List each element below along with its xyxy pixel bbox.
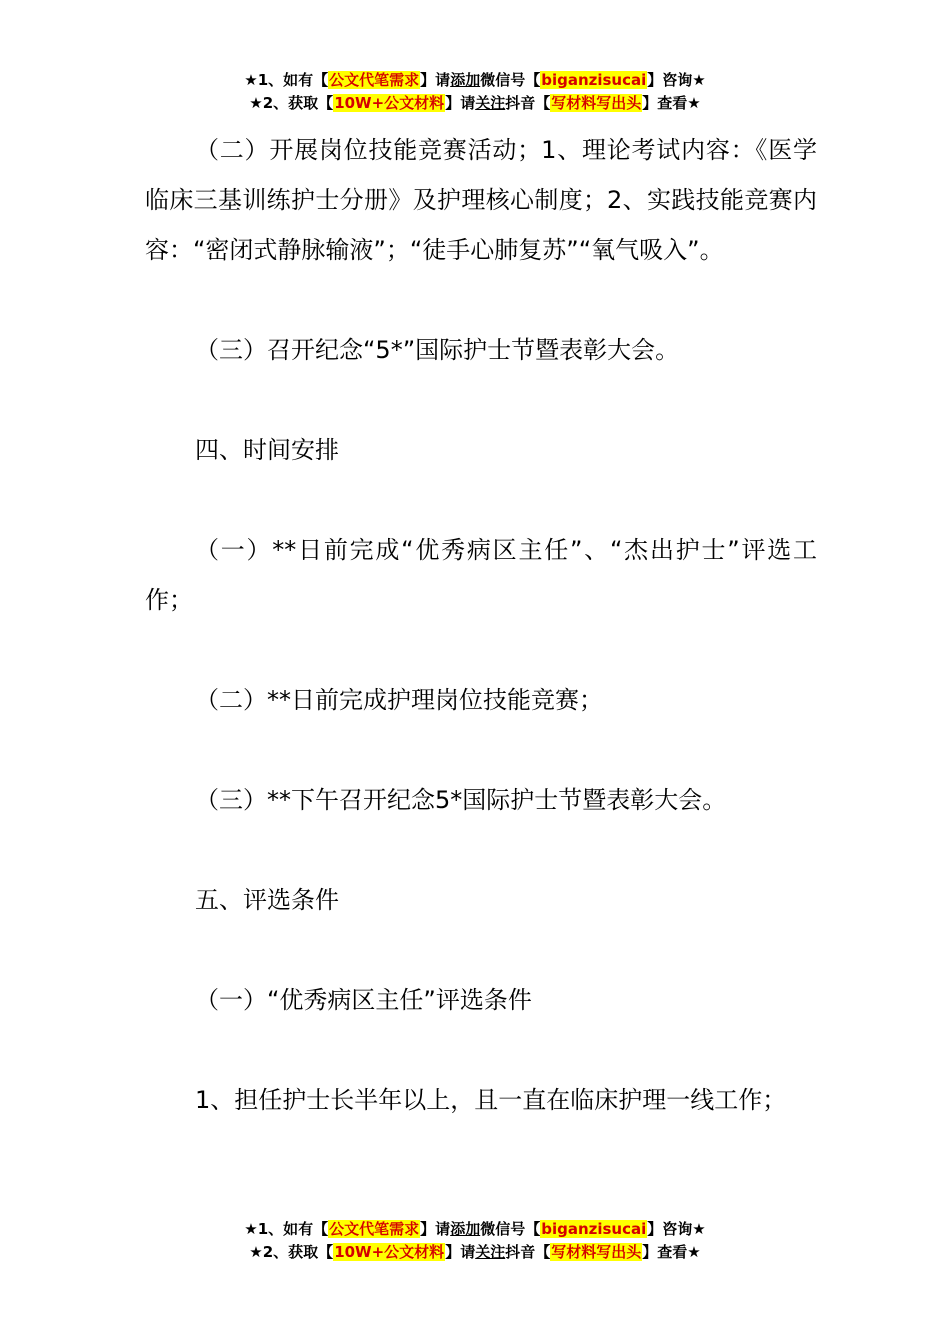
footer-banner (0, 1218, 950, 1264)
banner-line-2 (0, 92, 950, 115)
banner-underlined: 关注 (475, 94, 506, 112)
banner-text: ★1、如有【 (244, 1220, 329, 1238)
banner-underlined: 关注 (475, 1243, 506, 1261)
section-heading-criteria: 五、评选条件 (195, 886, 339, 914)
paragraph-criteria-item-1: 1、担任护士长半年以上，且一直在临床护理一线工作； (195, 1086, 787, 1114)
banner-underlined: 添加 (450, 71, 481, 89)
paragraph-commemoration-meeting: （三）召开纪念“5*”国际护士节暨表彰大会。 (195, 336, 680, 364)
banner-highlight: 公文代笔需求 (329, 1220, 420, 1238)
banner-underlined: 添加 (450, 1220, 481, 1238)
banner-text: ★2、获取【 (249, 1243, 334, 1261)
paragraph-schedule-item-2: （二）**日前完成护理岗位技能竞赛； (195, 686, 603, 714)
banner-highlight: 公文代笔需求 (329, 71, 420, 89)
banner-text: 】查看★ (642, 1243, 701, 1261)
banner-highlight: biganzisucai (541, 71, 647, 89)
banner-text: 】咨询★ (647, 1220, 706, 1238)
banner-text: ★2、获取【 (249, 94, 334, 112)
banner-text: 微信号【 (480, 71, 541, 89)
paragraph-criteria-subheading: （一）“优秀病区主任”评选条件 (195, 986, 532, 1014)
banner-line-2 (0, 1241, 950, 1264)
banner-highlight: 10W+公文材料 (334, 94, 445, 112)
banner-highlight: biganzisucai (541, 1220, 647, 1238)
banner-highlight: 写材料写出头 (551, 1243, 642, 1261)
banner-line-1 (0, 69, 950, 92)
banner-line-1 (0, 1218, 950, 1241)
header-banner (0, 69, 950, 115)
paragraph-skills-competition: （二）开展岗位技能竞赛活动；1、理论考试内容：《医学临床三基训练护士分册》及护理核心制度；2、实践技能竞赛内容：“密闭式静脉输液”；“徒手心肺复苏”“氧气吸入”。 (145, 136, 817, 264)
banner-text: 】请 (420, 1220, 451, 1238)
paragraph-schedule-item-3: （三）**下午召开纪念5*国际护士节暨表彰大会。 (195, 786, 727, 814)
banner-highlight: 10W+公文材料 (334, 1243, 445, 1261)
banner-text: 】请 (445, 94, 476, 112)
banner-text: 抖音【 (505, 94, 551, 112)
banner-text: 抖音【 (505, 1243, 551, 1261)
section-heading-schedule: 四、时间安排 (195, 436, 339, 464)
banner-text: ★1、如有【 (244, 71, 329, 89)
banner-text: 】咨询★ (647, 71, 706, 89)
banner-highlight: 写材料写出头 (551, 94, 642, 112)
banner-text: 】请 (420, 71, 451, 89)
banner-text: 】查看★ (642, 94, 701, 112)
banner-text: 微信号【 (480, 1220, 541, 1238)
banner-text: 】请 (445, 1243, 476, 1261)
document-body (145, 125, 817, 1125)
paragraph-schedule-item-1: （一）**日前完成“优秀病区主任”、“杰出护士”评选工作； (145, 536, 817, 614)
